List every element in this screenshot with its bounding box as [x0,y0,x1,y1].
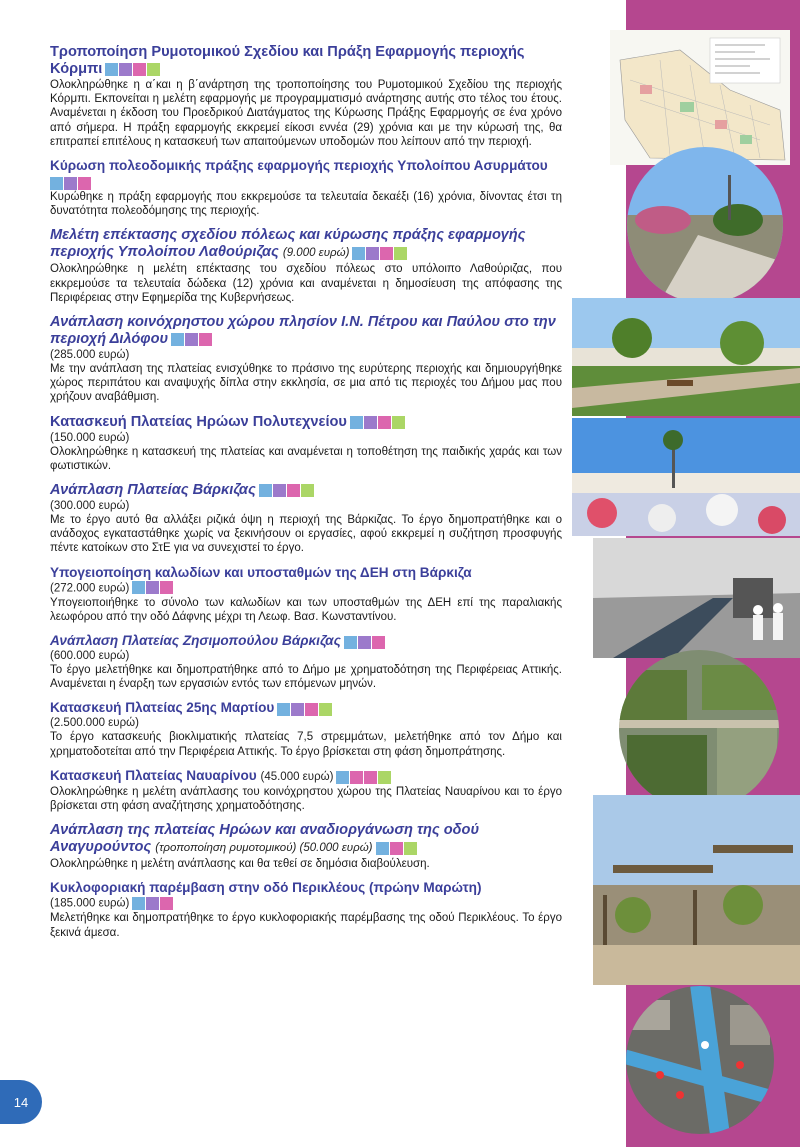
project-description: Ολοκληρώθηκε η μελέτη ανάπλασης και θα τεθεί σε δημόσια διαβούλευση. [50,858,430,871]
checkmark-icons [105,62,161,77]
project-description: Με την ανάπλαση της πλατείας ενισχύθηκε το πράσινο της ευρύτερης περιοχής και δημιουργήθηκε χώρος περιπάτου και αναψυχής δίπλα στην εκκλησία, σε μια από τις περιοχές του Δήμου μας που χρήζουν αναβάθμιση. [50,363,562,404]
project-title: Τροποποίηση Ρυμοτομικού Σχεδίου και Πράξη Εφαρμογής περιοχής Κόρμπι [50,44,525,77]
project-title: Υπογειοποίηση καλωδίων και υποσταθμών της ΔΕΗ στη Βάρκιζα [50,564,472,580]
project-item [50,158,562,218]
checkmark-icons [132,896,174,911]
page-number: 14 [0,1080,42,1124]
checkmark-icons [376,840,418,855]
project-cost: (2.500.000 ευρώ) [50,717,139,730]
project-title: Ανάπλαση κοινόχρηστου χώρου πλησίον Ι.Ν. Πέτρου και Παύλου στο την περιοχή Διλόφου [50,314,556,348]
project-cost: (285.000 ευρώ) [50,349,130,362]
project-title: Μελέτη επέκτασης σχεδίου πόλεως και κύρωσης πράξης εφαρμογής περιοχής Υπολοίπου Λαθούριζας [50,227,526,261]
project-title: Ανάπλαση Πλατείας Βάρκιζας [50,482,256,499]
traffic-plan-aerial [610,985,790,1135]
project-description: Ολοκληρώθηκε η μελέτη ανάπλασης του κοινόχρηστου χώρου της Πλατείας Ναυαρίνου και το έργο βρίσκεται στη φάση αναζήτησης χρηματοδότησης. [50,785,562,813]
project-title: Κατασκευή Πλατείας Ναυαρίνου [50,767,257,783]
project-item [50,700,562,758]
project-item [50,227,562,305]
project-item [50,633,562,691]
project-cost: (300.000 ευρώ) [50,500,130,513]
park-path-photo [618,145,793,305]
garden-aerial-photo [607,650,792,810]
project-description: Υπογειοποιήθηκε το σύνολο των καλωδίων και των υποσταθμών της ΔΕΗ επί της παραλιακής λεωφόρου από την οδό Δάφνης μέχρι τη Λεωφ. Βασ. Κωνσταντίνου. [50,596,562,623]
checkmark-icons [259,483,315,498]
project-item [50,414,562,473]
render-varkiza-photo [593,538,800,658]
project-item [50,314,562,405]
project-cost: (272.000 ευρώ) [50,582,130,595]
checkmark-icons [277,701,333,716]
flower-square-photo [572,418,800,536]
project-description: Με το έργο αυτό θα αλλάξει ριζικά όψη η περιοχή της Βάρκιζας. Το έργο δημοπρατήθηκε και ο ανάδοχος εγκαταστάθηκε χωρίς να ξεκινήσουν οι εργασίες, αφού εκκρεμεί η συζήτηση προσφυγής πέντε κατοίκων στο ΣτΕ για να συνεχιστεί το έργο. [50,514,562,555]
project-title: Κυκλοφοριακή παρέμβαση στην οδό Περικλέους (πρώην Μαρώτη) [50,880,482,896]
project-title: Κατασκευή Πλατείας Ηρώων Πολυτεχνείου [50,413,347,430]
project-item [50,822,562,871]
pergola-render-photo [593,795,800,985]
checkmark-icons [350,414,406,429]
project-description: Ολοκληρώθηκε η κατασκευή της πλατείας και αναμένεται η τοποθέτηση της παιδικής χαράς και των φωτιστικών. [50,445,562,472]
project-description: Το έργο κατασκευής βιοκλιματικής πλατείας 7,5 στρεμμάτων, μελετήθηκε από τον Δήμο και χρηματοδοτείται από την Περιφέρεια Αττικής. Το έργο βρίσκεται στη φάση δημοπράτησης. [50,731,562,758]
checkmark-icons [352,245,408,260]
project-title: Κατασκευή Πλατείας 25ης Μαρτίου [50,700,275,716]
project-item [50,482,562,556]
project-title: Ανάπλαση της πλατείας Ηρώων και αναδιοργάνωση της οδού Αναγυρούντος [50,822,480,856]
project-description: Το έργο μελετήθηκε και δημοπρατήθηκε από το Δήμο με χρηματοδότηση της Περιφέρειας Αττικής. Αναμένεται η έναρξη των εργασιών εντός των επόμενων μηνών. [50,664,562,691]
checkmark-icons [50,175,92,190]
project-cost: (185.000 ευρώ) [50,898,130,911]
project-cost: (τροποποίηση ρυμοτομικού) (50.000 ευρώ) [155,842,373,855]
project-item [50,768,562,813]
project-cost: (150.000 ευρώ) [50,431,130,444]
project-cost: (45.000 ευρώ) [260,770,334,783]
checkmark-icons [132,581,174,596]
project-description: Ολοκληρώθηκε η α΄και η β΄ανάρτηση της τροποποίησης του Ρυμοτομικού Σχεδίου της περιοχής Κόρμπι. Εκπονείται η μελέτη εφαρμογής με προγραμματισμό ανάρτησης αυτής στο τέλος του έτους. Αναμένεται η έκδοση του Προεδρικού Διατάγματος της Κύρωσης Πράξης Εφαρμογής σε ένα χρόνο από σήμερα. Η πράξη εφαρμογής εκκρεμεί είκοσι εννέα (29) χρόνια και με την κύρωσή της, θα επιτραπεί επιτέλους η κατασκευή των απαιτούμενων υποδομών που λείπουν από την περιοχή. [50,79,562,148]
project-item [50,44,562,149]
project-description: Μελετήθηκε και δημοπρατήθηκε το έργο κυκλοφοριακής παρέμβασης της οδού Περικλέους. Το έργο ξεκινά άμεσα. [50,912,562,939]
project-cost: (9.000 ευρώ) [282,247,350,260]
projects-list [50,44,562,949]
checkmark-icons [336,769,392,784]
project-description: Κυρώθηκε η πράξη εφαρμογής που εκκρεμούσε τα τελευταία δεκαέξι (16) χρόνια, δίνοντας έτσι τη δυνατότητα πολεοδόμησης της περιοχής. [50,191,562,218]
project-item [50,880,562,939]
checkmark-icons [171,332,213,347]
project-description: Ολοκληρώθηκε η μελέτη επέκτασης του σχεδίου πόλεως στο υπόλοιπο Λαθούριζας, που εκκρεμούσε τα τελευταία δώδεκα (12) χρόνια και αναμένεται η δημοσίευση της απόφασης της Περιφέρειας στην Εφημερίδα της Κυβερνήσεως. [50,263,562,304]
project-cost: (600.000 ευρώ) [50,650,130,663]
project-title: Κύρωση πολεοδομικής πράξης εφαρμογής περιοχής Υπολοίπου Ασυρμάτου [50,158,548,174]
project-title: Ανάπλαση Πλατείας Ζησιμοπούλου Βάρκιζας [50,633,341,649]
checkmark-icons [344,634,386,649]
project-item [50,565,562,624]
square-benches-photo [572,298,800,416]
